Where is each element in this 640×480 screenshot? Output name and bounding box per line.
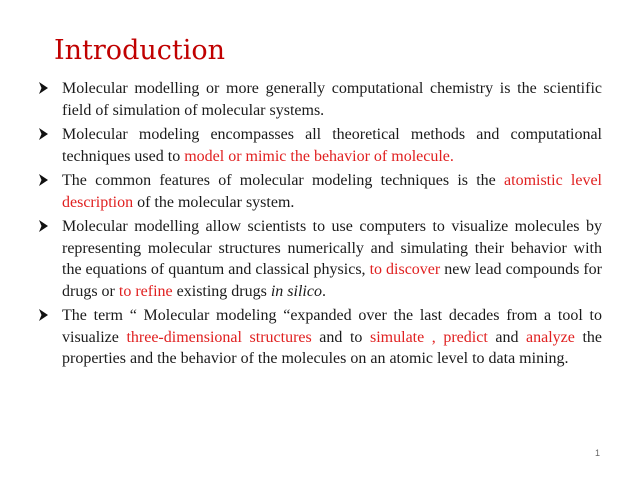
bullet-text: The common features of molecular modeling techniques is the bbox=[62, 172, 505, 189]
bullet-item bbox=[36, 124, 602, 167]
arrowhead-bullet-icon bbox=[36, 308, 50, 322]
arrowhead-bullet-icon bbox=[36, 219, 50, 233]
bullet-item bbox=[36, 78, 602, 121]
bullet-text: Molecular modelling or more generally computational chemistry is the scientific field of simulation of molecular systems. bbox=[62, 80, 602, 119]
bullet-text: and to bbox=[311, 328, 370, 346]
bullet-text: new lead compounds for drugs or bbox=[62, 261, 603, 300]
bullet-list bbox=[36, 78, 602, 373]
highlighted-text: to discover bbox=[369, 261, 441, 278]
bullet-text: the properties and the behavior of the molecules on an atomic level to data mining. bbox=[62, 328, 603, 367]
bullet-text: Molecular modelling allow scientists to use computers to visualize molecules by representing molecular structures numerically and simulating their behavior with the equations of quantum and classical physics, bbox=[62, 218, 602, 278]
highlighted-text: atomistic level description bbox=[62, 172, 603, 211]
highlighted-text: three-dimensional structures bbox=[126, 328, 312, 346]
highlighted-text: analyze bbox=[526, 328, 575, 346]
bullet-item bbox=[36, 170, 602, 213]
bullet-item bbox=[36, 216, 602, 302]
italic-text: in silico bbox=[270, 282, 322, 300]
bullet-item bbox=[36, 305, 602, 370]
bullet-text: and bbox=[487, 328, 527, 346]
highlighted-text: simulate , predict bbox=[370, 328, 488, 346]
highlighted-text: to refine bbox=[118, 282, 173, 300]
arrowhead-bullet-icon bbox=[36, 127, 50, 141]
bullet-text: existing drugs bbox=[172, 282, 271, 300]
highlighted-text: model or mimic the behavior of molecule. bbox=[184, 147, 454, 165]
bullet-text: Molecular modeling encompasses all theoretical methods and computational techniques used to bbox=[62, 126, 602, 165]
bullet-text: The term “ Molecular modeling “expanded over the last decades from a tool to visualize bbox=[62, 307, 602, 346]
arrowhead-bullet-icon bbox=[36, 173, 50, 187]
slide-title: Introduction bbox=[54, 35, 225, 66]
bullet-text: . bbox=[321, 282, 326, 300]
page-number: 1 bbox=[594, 448, 600, 458]
arrowhead-bullet-icon bbox=[36, 81, 50, 95]
bullet-text: of the molecular system. bbox=[133, 193, 295, 211]
